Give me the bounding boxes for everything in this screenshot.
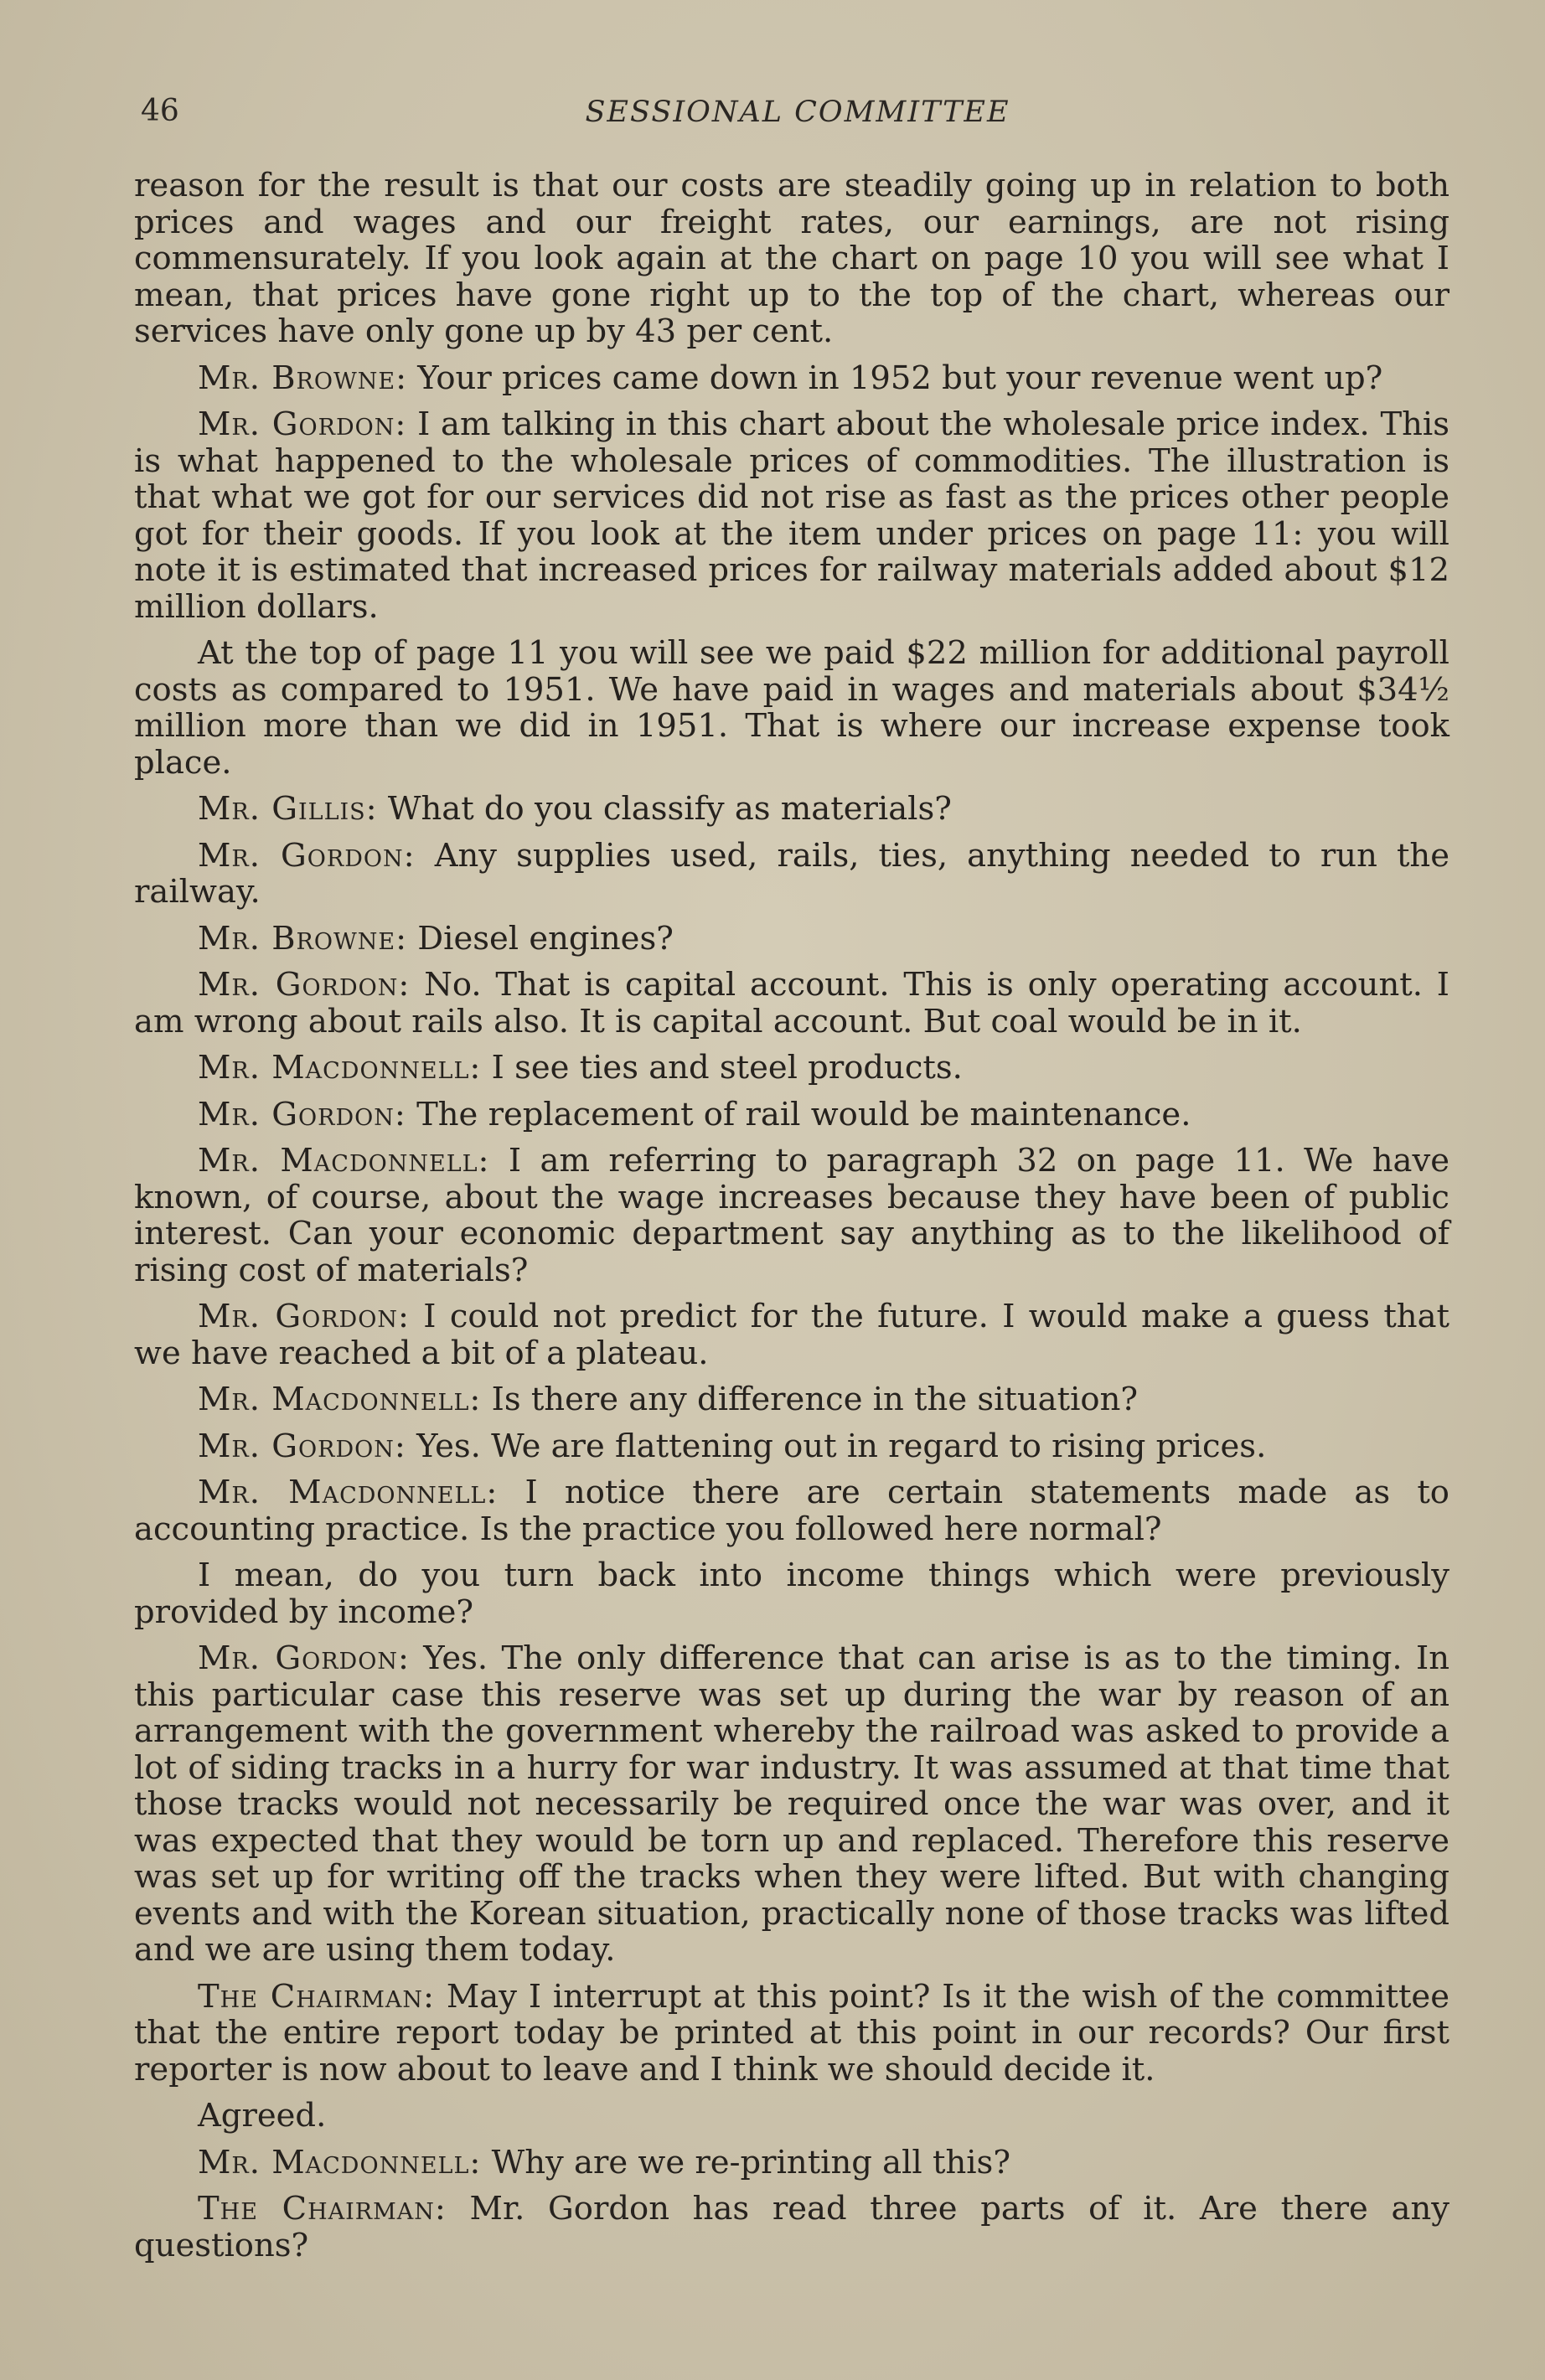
- paragraph-text: I am referring to paragraph 32 on page 11. We have known, of course, about the wage increases because they have been of public interest. Can your economic department say anything as to the likelihood of rising cost of materials?: [134, 1142, 1449, 1289]
- paragraph-text: I mean, do you turn back into income things which were previously provided by income?: [134, 1557, 1449, 1631]
- paragraph: [134, 1298, 1449, 1371]
- speaker-name: Mr. Macdonnell:: [198, 1474, 499, 1511]
- speaker-name: Mr. Macdonnell:: [198, 1142, 490, 1180]
- paragraph-text: Is there any difference in the situation?: [481, 1381, 1139, 1418]
- paragraph: [134, 1143, 1449, 1288]
- paragraph-text: reason for the result is that our costs are steadily going up in relation to both prices and wages and our freight rates, our earnings, are not rising commensurately. If you look again at the chart on page 10 you will see what I mean, that prices have gone right up to the top of the chart, whereas our services have only gone up by 43 per cent.: [134, 167, 1449, 350]
- paragraph-text: Your prices came down in 1952 but your revenue went up?: [407, 359, 1383, 397]
- paragraph: [134, 1381, 1449, 1418]
- paragraph-text: What do you classify as materials?: [377, 790, 952, 828]
- paragraph: [134, 2145, 1449, 2181]
- paragraph-text: Yes. We are flattening out in regard to rising prices.: [406, 1427, 1267, 1465]
- speaker-name: The Chairman:: [198, 1977, 436, 2016]
- paragraph: [134, 1428, 1449, 1465]
- paragraph: [134, 967, 1449, 1040]
- speaker-name: Mr. Macdonnell:: [198, 2143, 482, 2181]
- paragraph: [134, 1979, 1449, 2088]
- paragraph: [134, 635, 1449, 781]
- paragraph-text: I could not predict for the future. I would make a guess that we have reached a bit of a plateau.: [134, 1298, 1450, 1372]
- speaker-name: Mr. Gordon:: [198, 836, 416, 875]
- paragraph: [134, 1640, 1449, 1969]
- speaker-name: Mr. Gordon:: [198, 1298, 410, 1335]
- speaker-name: Mr. Gordon:: [198, 405, 407, 443]
- paragraph-text: No. That is capital account. This is only operating account. I am wrong about rails also. It is capital account. But coal would be in it.: [134, 966, 1449, 1040]
- paragraph: [134, 1050, 1449, 1087]
- speaker-name: Mr. Gordon:: [198, 1427, 406, 1465]
- paragraph: [134, 168, 1449, 350]
- speaker-name: The Chairman:: [198, 2190, 447, 2228]
- paragraph-text: Agreed.: [198, 2097, 327, 2135]
- speaker-name: Mr. Gordon:: [198, 1639, 410, 1677]
- speaker-name: Mr. Macdonnell:: [198, 1381, 482, 1418]
- paragraph: [134, 406, 1449, 625]
- running-title: SESSIONAL COMMITTEE: [585, 96, 1010, 129]
- speaker-name: Mr. Gordon:: [198, 966, 411, 1004]
- transcript-body: [134, 168, 1449, 2274]
- paragraph-text: Any supplies used, rails, ties, anything needed to run the railway.: [134, 836, 1450, 911]
- paragraph-text: I am talking in this chart about the wholesale price index. This is what happened to the wholesale prices of commodities. The illustration is that what we got for our services did not rise as fast as the prices other people got for their goods. If you look at the item under prices on page 11: you will note it is estimated that increased prices for railway materials added about $12 million dollars.: [134, 405, 1449, 626]
- speaker-name: Mr. Gillis:: [198, 790, 378, 828]
- paragraph-text: Diesel engines?: [407, 919, 674, 958]
- paragraph: [134, 791, 1449, 828]
- speaker-name: Mr. Browne:: [198, 919, 408, 958]
- paragraph-text: Mr. Gordon has read three parts of it. Are there any questions?: [134, 2190, 1449, 2264]
- paragraph: [134, 2191, 1449, 2264]
- paragraph: [134, 1474, 1449, 1547]
- paragraph: [134, 838, 1449, 911]
- paragraph-text: The replacement of rail would be maintenance.: [406, 1095, 1191, 1133]
- paragraph-text: Why are we re-printing all this?: [481, 2143, 1010, 2181]
- speaker-name: Mr. Gordon:: [198, 1095, 406, 1133]
- paragraph: [134, 921, 1449, 958]
- page-number: 46: [141, 94, 179, 128]
- paragraph-text: I see ties and steel products.: [481, 1049, 963, 1087]
- paragraph-text: At the top of page 11 you will see we paid $22 million for additional payroll costs as compared to 1951. We have paid in wages and materials about $34½ million more than we did in 1951. That is where our increase expense took place.: [134, 634, 1449, 782]
- paragraph-text: May I interrupt at this point? Is it the wish of the committee that the entire report today be printed at this point in our records? Our first reporter is now about to leave and I think we should decide it.: [134, 1977, 1449, 2088]
- speaker-name: Mr. Macdonnell:: [198, 1049, 482, 1087]
- paragraph-text: I notice there are certain statements made as to accounting practice. Is the practice you followed here normal?: [134, 1474, 1449, 1548]
- paragraph: [134, 1097, 1449, 1133]
- paragraph: [134, 1557, 1449, 1630]
- speaker-name: Mr. Browne:: [198, 359, 408, 397]
- paragraph-text: Yes. The only difference that can arise is as to the timing. In this particular case this reserve was set up during the war by reason of an arrangement with the government whereby the railroad was asked to provide a lot of siding tracks in a hurry for war industry. It was assumed at that time that those tracks would not necessarily be required once the war was over, and it was expected that they would be torn up and replaced. Therefore this reserve was set up for writing off the tracks when they were lifted. But with changing events and with the Korean situation, practically none of those tracks was lifted and we are using them today.: [134, 1639, 1449, 1969]
- paragraph: [134, 2098, 1449, 2135]
- paragraph: [134, 360, 1449, 397]
